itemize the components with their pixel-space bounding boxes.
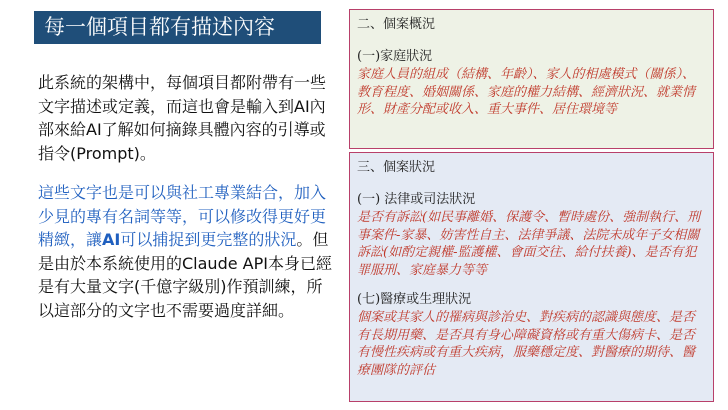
case-status-title: 三、個案狀況: [357, 160, 436, 175]
family-status-heading: (一)家庭狀況: [357, 49, 433, 64]
note-paragraph: [38, 181, 338, 322]
case-overview-box: [349, 9, 714, 149]
case-status-box: [349, 152, 714, 402]
medical-status-heading: (七)醫療或生理狀況: [357, 292, 472, 307]
slide-title: 每一個項目都有描述內容: [34, 11, 321, 44]
highlight-text-ai: AI: [102, 230, 121, 249]
intro-paragraph: 此系統的架構中，每個項目都附帶有一些文字描述或定義，而這也會是輸入到AI內部來給AI了解如何摘錄具體內容的引導或指令(Prompt)。: [38, 73, 327, 163]
highlight-text-b: 可以捕捉到更完整的狀況: [120, 230, 297, 249]
note-rest-text: 。但是由於本系統使用的Claude API本身已經是有大量文字(千億字級別)作預訓練，所以這部分的文字也不需要過度詳細。: [38, 230, 332, 320]
medical-status-description: 個案或其家人的罹病與診治史、對疾病的認識與態度、是否有長期用藥、是否具有身心障礙資格或有重大傷病卡、是否有慢性疾病或有重大疾病，服藥穩定度、對醫療的期待、醫療團隊的評估: [357, 310, 696, 378]
legal-status-heading: (一) 法律或司法狀況: [357, 192, 476, 207]
case-overview-title: 二、個案概況: [357, 17, 436, 32]
highlight-text-a: 這些文字也是可以與社工專業結合，加入少見的專有名詞等等，可以修改得更好更精緻，讓: [38, 183, 327, 249]
legal-status-description: 是否有訴訟(如民事離婚、保護令、暫時處份、強制執行、刑事案件-家暴、妨害性自主、法律爭議、法院未成年子女相關訴訟(如酌定親權-監護權、會面交往、給付扶養)、是否有犯罪服刑、家庭暴力等等: [357, 210, 701, 278]
family-status-description: 家庭人員的組成（結構、年齡）、家人的相處模式（關係）、教育程度、婚姻關係、家庭的權力結構、經濟狀況、就業情形、財產分配或收入、重大事件、居住環境等: [357, 67, 696, 117]
left-text-block: [38, 71, 338, 322]
